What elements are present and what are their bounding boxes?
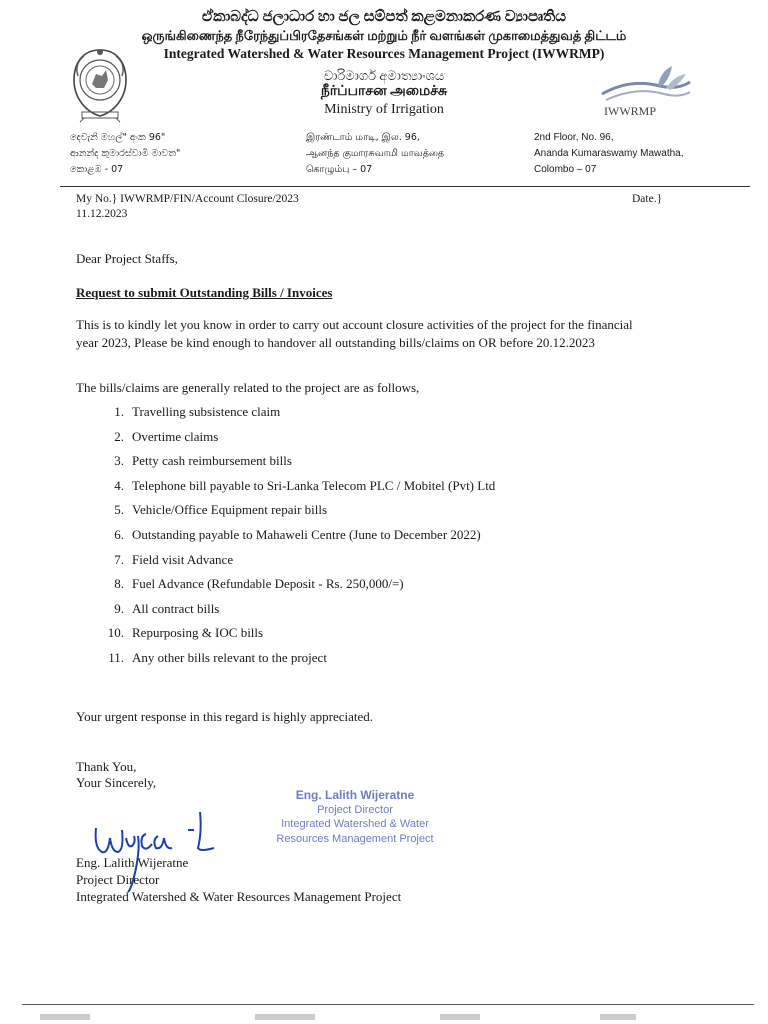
- paragraph-line: This is to kindly let you know in order to carry out account closure activities of the project for the financial: [76, 317, 633, 332]
- address-english: [534, 130, 684, 178]
- address-line: கொழும்பு – 07: [306, 164, 373, 175]
- header-title-english: Integrated Watershed & Water Resources Management Project (IWWRMP): [163, 46, 605, 61]
- list-item: 9. All contract bills: [114, 600, 220, 616]
- salutation: Dear Project Staffs,: [76, 251, 178, 266]
- ministry-name-sinhala: වාරිමාර්ග අමාත්‍යාංශය: [323, 68, 445, 83]
- stamp-org-line: Integrated Watershed & Water: [281, 818, 429, 830]
- list-item: 5. Vehicle/Office Equipment repair bills: [114, 502, 328, 518]
- footer-mark: [600, 1014, 636, 1020]
- address-line: ආනන්ද කුමාරස්වාමි මාවත": [70, 148, 181, 159]
- address-line: இரண்டாம் மாடி, இல. 96,: [306, 132, 420, 143]
- address-line: Ananda Kumaraswamy Mawatha,: [534, 148, 684, 159]
- list-item: 10. Repurposing & IOC bills: [107, 625, 264, 641]
- list-intro: The bills/claims are generally related to the project are as follows,: [76, 380, 420, 395]
- list-item: 8. Fuel Advance (Refundable Deposit - Rs. 250,000/=): [114, 576, 404, 592]
- logo-text: IWWRMP: [604, 104, 656, 118]
- address-line: දෙවැනි මහල්" අංක 96": [70, 132, 166, 143]
- address-sinhala: [70, 130, 180, 178]
- signatory-name: Eng. Lalith Wijeratne: [76, 855, 189, 870]
- footer-mark: [40, 1014, 90, 1020]
- bills-list: [98, 400, 495, 671]
- address-line: කොළඹ - 07: [70, 164, 124, 175]
- subject-heading: Request to submit Outstanding Bills / Invoices: [76, 285, 333, 300]
- closing-paragraph: Your urgent response in this regard is highly appreciated.: [76, 709, 374, 724]
- footer-divider: [22, 1004, 754, 1005]
- header-title-sinhala: ඒකාබද්ධ ජලාධාර හා ජල සම්පත් කළමනාකරණ ව්‍යාපෘතිය: [201, 9, 567, 25]
- list-item: 1. Travelling subsistence claim: [114, 404, 281, 419]
- sincerely-line: Your Sincerely,: [76, 775, 157, 790]
- ministry-name-tamil: நீர்ப்பாசன அமைச்சு: [320, 84, 448, 99]
- signatory-organization: Integrated Watershed & Water Resources Management Project: [76, 889, 402, 904]
- stamp-org-line: Resources Management Project: [276, 833, 434, 845]
- letter-date: 11.12.2023: [76, 208, 128, 220]
- stamp-name: Eng. Lalith Wijeratne: [295, 788, 415, 802]
- thanks-line: Thank You,: [76, 759, 137, 774]
- list-item: 3. Petty cash reimbursement bills: [114, 453, 292, 469]
- water-leaf-logo-icon: [600, 64, 692, 104]
- ministry-name-english: Ministry of Irrigation: [324, 102, 444, 117]
- list-item: 7. Field visit Advance: [114, 551, 234, 567]
- address-line: Colombo – 07: [534, 164, 597, 175]
- list-item: 4. Telephone bill payable to Sri-Lanka Telecom PLC / Mobitel (Pvt) Ltd: [114, 477, 496, 493]
- address-line: 2nd Floor, No. 96,: [534, 132, 614, 143]
- project-logo: [600, 64, 692, 120]
- header-title-tamil: ஒருங்கிணைந்த நீரேந்துப்பிரதேசங்கள் மற்றும் நீர் வளங்கள் முகாமைத்துவத் திட்டம்: [141, 28, 627, 43]
- reference-number: My No.} IWWRMP/FIN/Account Closure/2023: [76, 193, 299, 205]
- date-label: Date.}: [632, 193, 663, 205]
- paragraph-line: year 2023, Please be kind enough to handover all outstanding bills/claims on OR before 20.12.2023: [76, 335, 595, 350]
- list-item: 11. Any other bills relevant to the project: [108, 649, 327, 665]
- signatory-title: Project Director: [76, 872, 160, 887]
- header-divider: [60, 186, 750, 187]
- list-item: 2. Overtime claims: [114, 428, 219, 444]
- footer-mark: [255, 1014, 315, 1020]
- footer-mark: [440, 1014, 480, 1020]
- address-tamil: [306, 130, 444, 178]
- official-stamp: [250, 788, 460, 846]
- list-item: 6. Outstanding payable to Mahaweli Centre (June to December 2022): [114, 526, 481, 542]
- stamp-title: Project Director: [317, 804, 393, 816]
- address-line: ஆனந்த குமாரசுவாமி மாவத்தை: [306, 148, 445, 159]
